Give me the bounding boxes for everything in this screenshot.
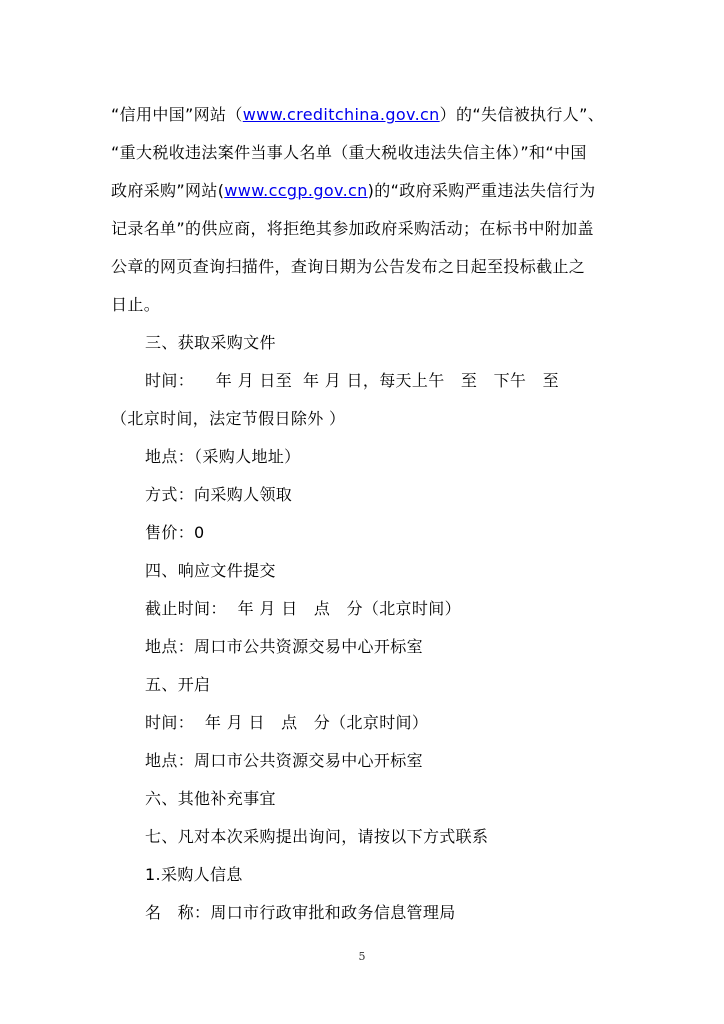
section3-time-cont: （北京时间，法定节假日除外 ） [111, 409, 346, 428]
section4-deadline: 截止时间： 年 月 日 点 分（北京时间） [145, 599, 461, 618]
creditchina-link[interactable]: www.creditchina.gov.cn [242, 105, 440, 124]
section5-heading: 五、开启 [145, 675, 211, 694]
section7-sub1: 1.采购人信息 [145, 865, 243, 884]
section5-time: 时间： 年 月 日 点 分（北京时间） [145, 713, 429, 732]
intro-line-6: 日止。 [111, 295, 161, 314]
intro-line-3 [111, 181, 595, 201]
intro-line-1-text-b: ）的“失信被执行人”、 [439, 105, 605, 124]
intro-line-3-text-b: )的“政府采购严重违法失信行为 [367, 181, 596, 200]
section7-name: 名 称：周口市行政审批和政务信息管理局 [145, 903, 456, 922]
intro-line-3-text-a: 政府采购”网站( [111, 181, 225, 200]
intro-line-2: “重大税收违法案件当事人名单（重大税收违法失信主体）”和“中国 [111, 143, 587, 162]
intro-line-4: 记录名单”的供应商，将拒绝其参加政府采购活动；在标书中附加盖 [111, 219, 594, 238]
section4-heading: 四、响应文件提交 [145, 561, 276, 580]
intro-line-5: 公章的网页查询扫描件，查询日期为公告发布之日起至投标截止之 [111, 257, 586, 276]
section3-place: 地点：（采购人地址） [145, 447, 301, 466]
section3-heading: 三、获取采购文件 [145, 333, 276, 352]
section5-place: 地点：周口市公共资源交易中心开标室 [145, 751, 423, 770]
section3-price: 售价：0 [145, 523, 205, 542]
intro-line-1 [111, 105, 604, 125]
section3-time: 时间： 年 月 日至 年 月 日，每天上午 至 下午 至 [145, 371, 559, 390]
section6-heading: 六、其他补充事宜 [145, 789, 276, 808]
intro-line-1-text-a: “信用中国”网站（ [111, 105, 243, 124]
section4-place: 地点：周口市公共资源交易中心开标室 [145, 637, 423, 656]
section3-method: 方式：向采购人领取 [145, 485, 293, 504]
page-number: 5 [358, 950, 366, 963]
section7-heading: 七、凡对本次采购提出询问，请按以下方式联系 [145, 827, 489, 846]
ccgp-link[interactable]: www.ccgp.gov.cn [224, 181, 368, 200]
